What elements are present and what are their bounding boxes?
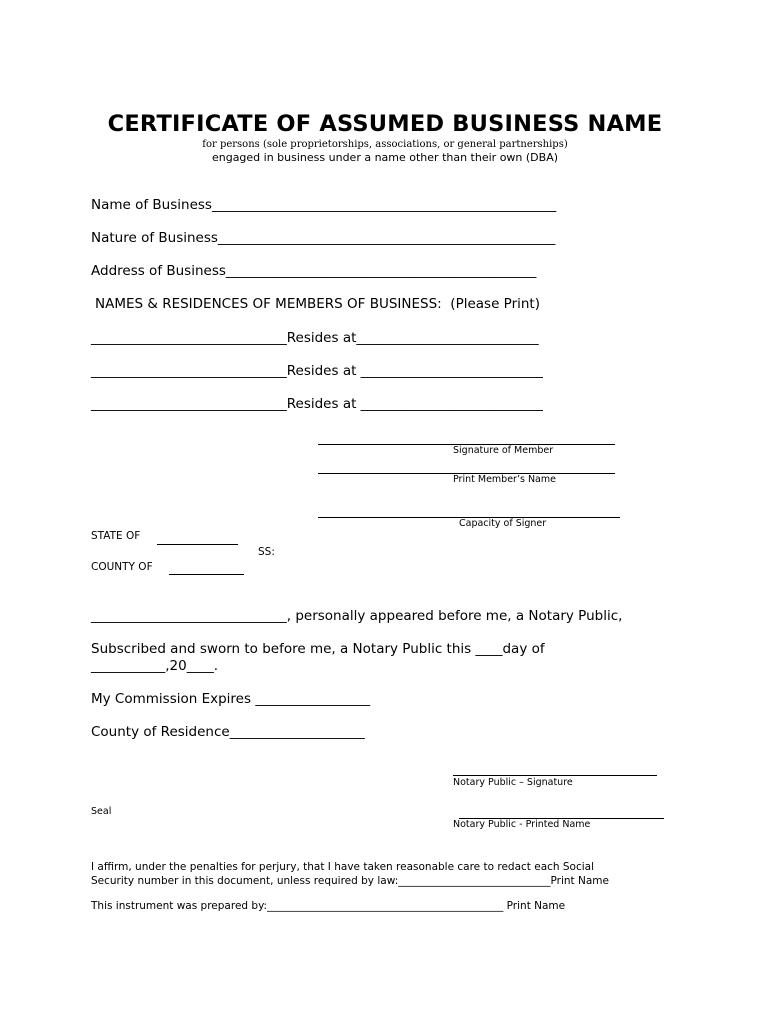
notary-printed-name-label: Notary Public - Printed Name bbox=[453, 819, 591, 830]
document-title: CERTIFICATE OF ASSUMED BUSINESS NAME bbox=[107, 111, 663, 137]
notary-signature-label: Notary Public – Signature bbox=[453, 777, 573, 788]
commission-expires-field[interactable]: My Commission Expires _________________ bbox=[91, 691, 371, 707]
subscribed-sworn-line-1[interactable]: Subscribed and sworn to before me, a Notary Public this ____day of bbox=[91, 641, 545, 657]
affirmation-line-1: I affirm, under the penalties for perjury, that I have taken reasonable care to redact each Social bbox=[91, 861, 595, 873]
member-row-2[interactable]: _____________________________Resides at ___________________________ bbox=[91, 363, 543, 379]
capacity-of-signer-label: Capacity of Signer bbox=[459, 518, 547, 529]
seal-label: Seal bbox=[91, 806, 112, 817]
prepared-by-line[interactable]: This instrument was prepared by:_____________________________________________ Print Name bbox=[91, 900, 566, 912]
county-of-residence-field[interactable]: County of Residence____________________ bbox=[91, 724, 365, 740]
signature-of-member-label: Signature of Member bbox=[453, 445, 554, 456]
document-subtitle-persons: for persons (sole proprietorships, associations, or general partnerships) bbox=[202, 139, 568, 150]
county-of-line[interactable] bbox=[169, 574, 244, 575]
print-member-name-label: Print Member’s Name bbox=[453, 474, 556, 485]
county-of-label: COUNTY OF bbox=[91, 561, 153, 573]
nature-of-business-field[interactable]: Nature of Business__________________________________________________ bbox=[91, 230, 556, 246]
state-of-label: STATE OF bbox=[91, 530, 141, 542]
document-subtitle-dba: engaged in business under a name other than their own (DBA) bbox=[211, 151, 559, 164]
address-of-business-field[interactable]: Address of Business______________________________________________ bbox=[91, 263, 537, 279]
members-heading: NAMES & RESIDENCES OF MEMBERS OF BUSINESS: (Please Print) bbox=[95, 296, 540, 312]
affirmation-line-2[interactable]: Security number in this document, unless required by law:_____________________________Print Name bbox=[91, 875, 609, 887]
ss-label: SS: bbox=[258, 546, 275, 558]
name-of-business-field[interactable]: Name of Business___________________________________________________ bbox=[91, 197, 557, 213]
subscribed-sworn-line-2[interactable]: ___________,20____. bbox=[91, 658, 219, 674]
state-of-line[interactable] bbox=[157, 544, 238, 545]
member-row-1[interactable]: _____________________________Resides at___________________________ bbox=[91, 330, 539, 346]
notary-signature-line[interactable] bbox=[453, 775, 657, 776]
personally-appeared-line[interactable]: _____________________________, personally appeared before me, a Notary Public, bbox=[91, 608, 623, 624]
member-row-3[interactable]: _____________________________Resides at ___________________________ bbox=[91, 396, 543, 412]
